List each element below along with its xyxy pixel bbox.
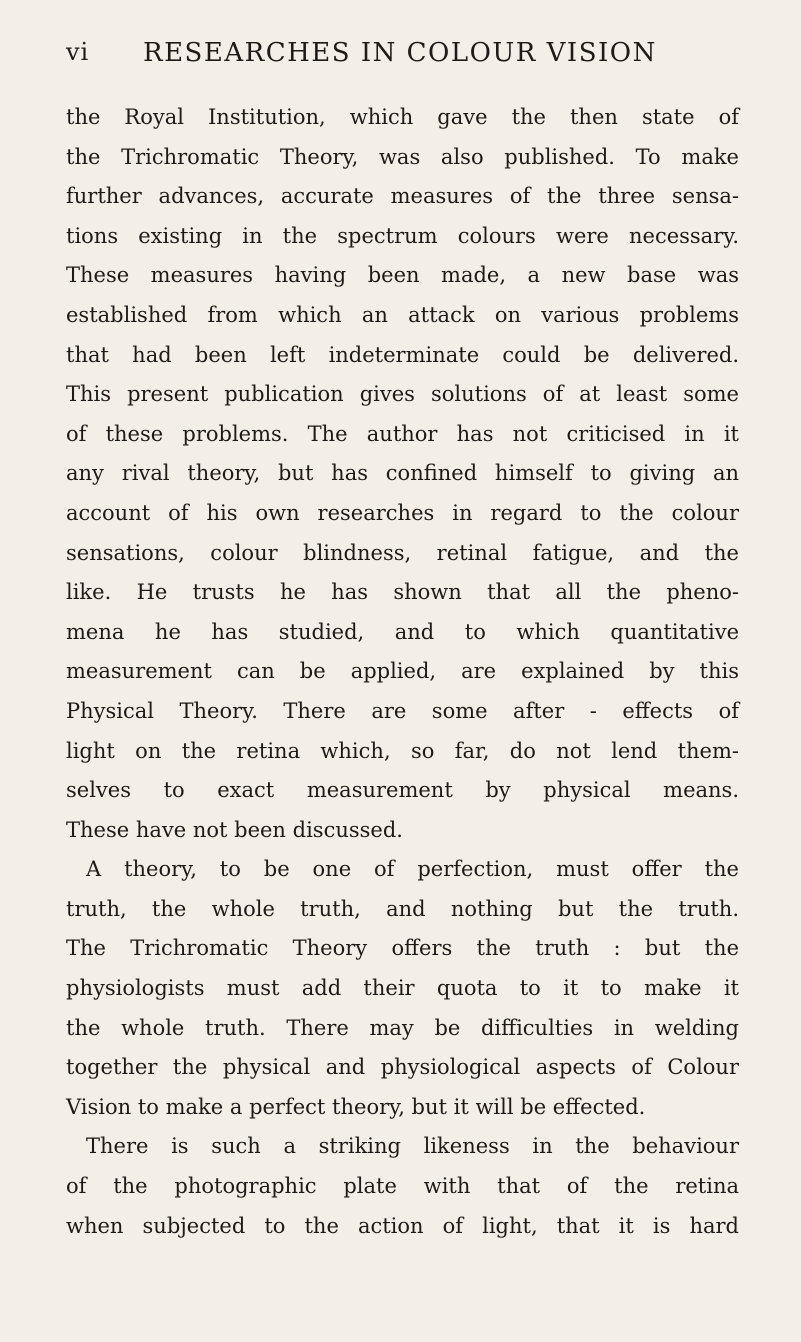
text-line: There is such a striking likeness in the behaviour [86, 1134, 739, 1159]
text-line: This present publication gives solutions of at least some [66, 382, 739, 407]
text-line: Physical Theory. There are some after - effects of [66, 698, 739, 723]
text-line: established from which an attack on various problems [66, 302, 739, 327]
text-line: together the physical and physiological aspects of Colour [66, 1055, 739, 1080]
text-line: light on the retina which, so far, do not lend them- [66, 738, 739, 763]
text-line: physiologists must add their quota to it to make it [66, 976, 739, 1001]
text-line: The Trichromatic Theory offers the truth : but the [66, 936, 739, 961]
text-line: These have not been discussed. [66, 817, 403, 842]
text-line: of the photographic plate with that of the retina [66, 1174, 739, 1199]
text-line: A theory, to be one of perfection, must offer the [86, 857, 739, 882]
text-line: further advances, accurate measures of the three sensa- [66, 184, 739, 209]
text-line: of these problems. The author has not criticised in it [66, 421, 739, 446]
text-line: when subjected to the action of light, that it is hard [66, 1213, 739, 1238]
text-line: These measures having been made, a new base was [66, 263, 739, 288]
text-line: Vision to make a perfect theory, but it will be effected. [66, 1094, 646, 1119]
text-line: the Royal Institution, which gave the then state of [66, 105, 739, 129]
text-line: any rival theory, but has confined himself to giving an [66, 461, 739, 486]
body-text [66, 98, 739, 1246]
text-line: the whole truth. There may be difficulties in welding [66, 1015, 739, 1040]
text-line: selves to exact measurement by physical means. [66, 778, 739, 803]
text-line: that had been left indeterminate could be delivered. [66, 342, 739, 367]
running-title: RESEARCHES IN COLOUR VISION [143, 38, 657, 68]
page-header [66, 38, 746, 78]
text-line: measurement can be applied, are explained by this [66, 659, 739, 684]
text-line: mena he has studied, and to which quantitative [66, 619, 739, 644]
text-line: like. He trusts he has shown that all the pheno- [66, 580, 739, 605]
text-line: tions existing in the spectrum colours were necessary. [66, 223, 739, 248]
text-line: account of his own researches in regard to the colour [66, 500, 739, 525]
text-line: sensations, colour blindness, retinal fatigue, and the [66, 540, 739, 565]
page-number: vi [66, 38, 90, 66]
text-line: truth, the whole truth, and nothing but the truth. [66, 896, 739, 921]
text-line: the Trichromatic Theory, was also published. To make [66, 144, 739, 169]
